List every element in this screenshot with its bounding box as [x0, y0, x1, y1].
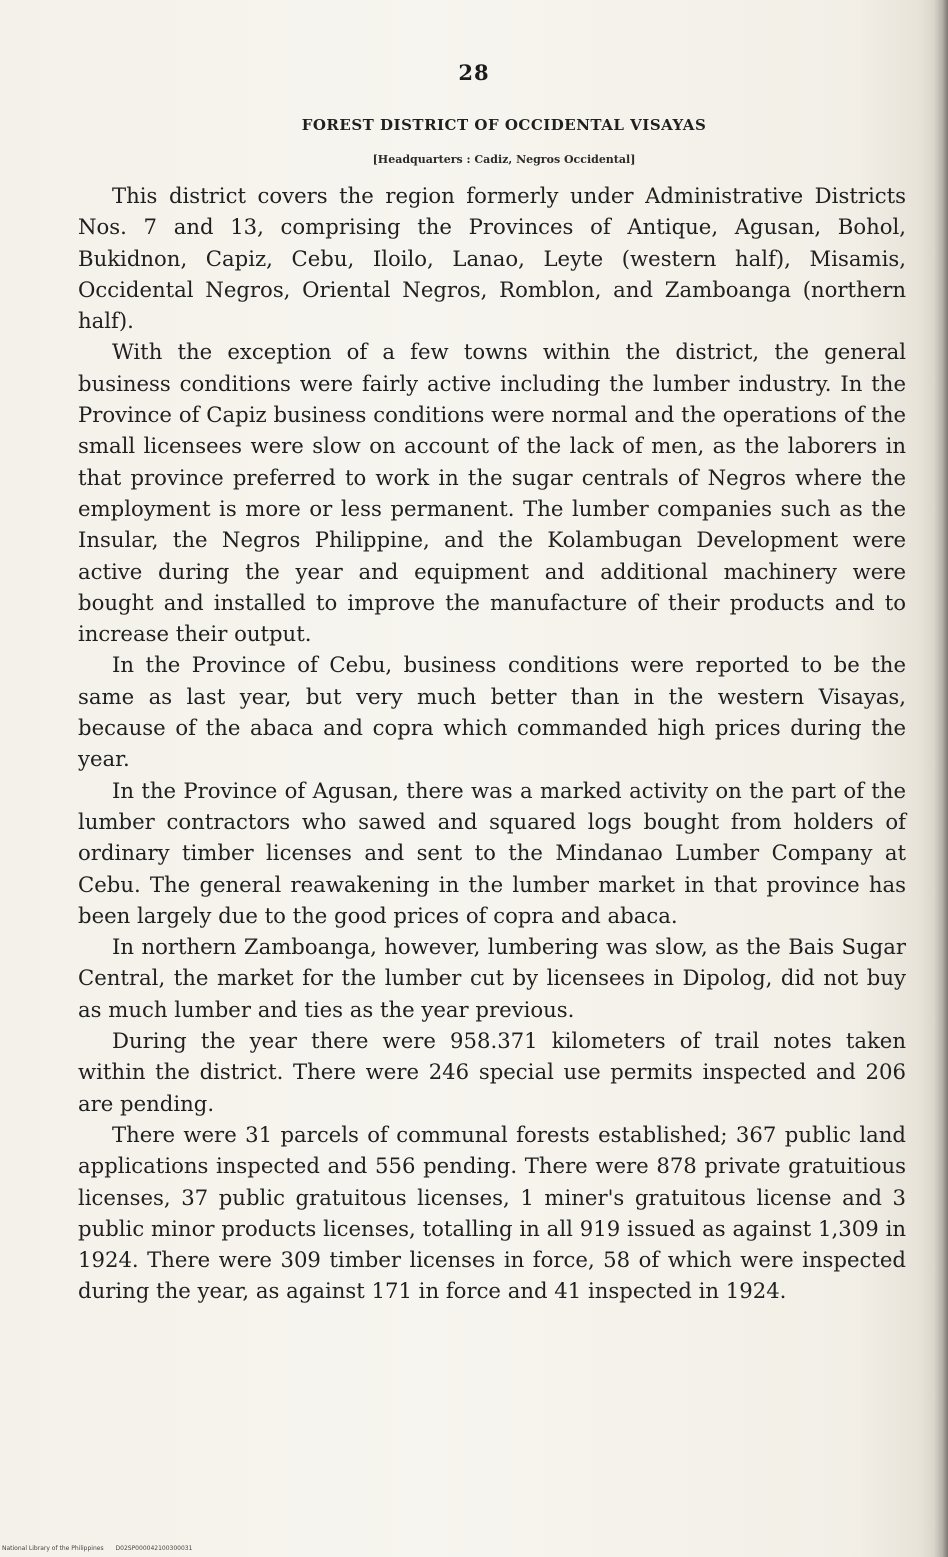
- scan-footer: [2, 1545, 192, 1552]
- footer-identifier: D02SP000042100300031: [115, 1545, 193, 1552]
- section-subheading: [Headquarters : Cadiz, Negros Occidental]: [372, 153, 636, 166]
- page-number: 28: [458, 60, 490, 85]
- section-heading: FOREST DISTRICT OF OCCIDENTAL VISAYAS: [301, 116, 707, 134]
- paragraph: In the Province of Agusan, there was a marked activity on the part of the lumber contractors who sawed and squared logs bought from holders of ordinary timber licenses and sent to the Mindanao Lumber Company at Cebu. The general reawakening in the lumber market in that province has been largely due to the good prices of copra and abaca.: [78, 777, 906, 928]
- paragraph: There were 31 parcels of communal forests established; 367 public land applications inspected and 556 pending. There were 878 private gratuitious licenses, 37 public gratuitous licenses, 1 miner's gratuitous license and 3 public minor products licenses, totalling in all 919 issued as against 1,309 in 1924. There were 309 timber licenses in force, 58 of which were inspected during the year, as against 171 in force and 41 inspected in 1924.: [78, 1121, 906, 1304]
- paragraph: With the exception of a few towns within the district, the general business conditions were fairly active including the lumber industry. In the Province of Capiz business conditions were normal and the operations of the small licensees were slow on account of the lack of men, as the laborers in that province preferred to work in the sugar centrals of Negros where the employment is more or less permanent. The lumber companies such as the Insular, the Negros Philippine, and the Kolambugan Development were active during the year and equipment and additional machinery were bought and installed to improve the manufacture of their products and to increase their output.: [78, 339, 906, 647]
- paragraph: During the year there were 958.371 kilometers of trail notes taken within the district. There were 246 special use permits inspected and 206 are pending.: [78, 1028, 906, 1116]
- footer-source: National Library of the Philippines: [2, 1545, 104, 1552]
- paragraph: In northern Zamboanga, however, lumbering was slow, as the Bais Sugar Central, the market for the lumber cut by licensees in Dipolog, did not buy as much lumber and ties as the year previous.: [78, 934, 906, 1022]
- paragraph: In the Province of Cebu, business conditions were reported to be the same as last year, but very much better than in the western Visayas, because of the abaca and copra which commanded high prices during the year.: [78, 652, 906, 772]
- page-edge-shadow: [934, 0, 948, 1557]
- paragraph: This district covers the region formerly under Administrative Districts Nos. 7 and 13, comprising the Provinces of Antique, Agusan, Bohol, Bukidnon, Capiz, Cebu, Iloilo, Lanao, Leyte (western half), Misamis, Occidental Negros, Oriental Negros, Romblon, and Zamboanga (northern half).: [78, 183, 906, 334]
- body-text: [78, 180, 906, 1307]
